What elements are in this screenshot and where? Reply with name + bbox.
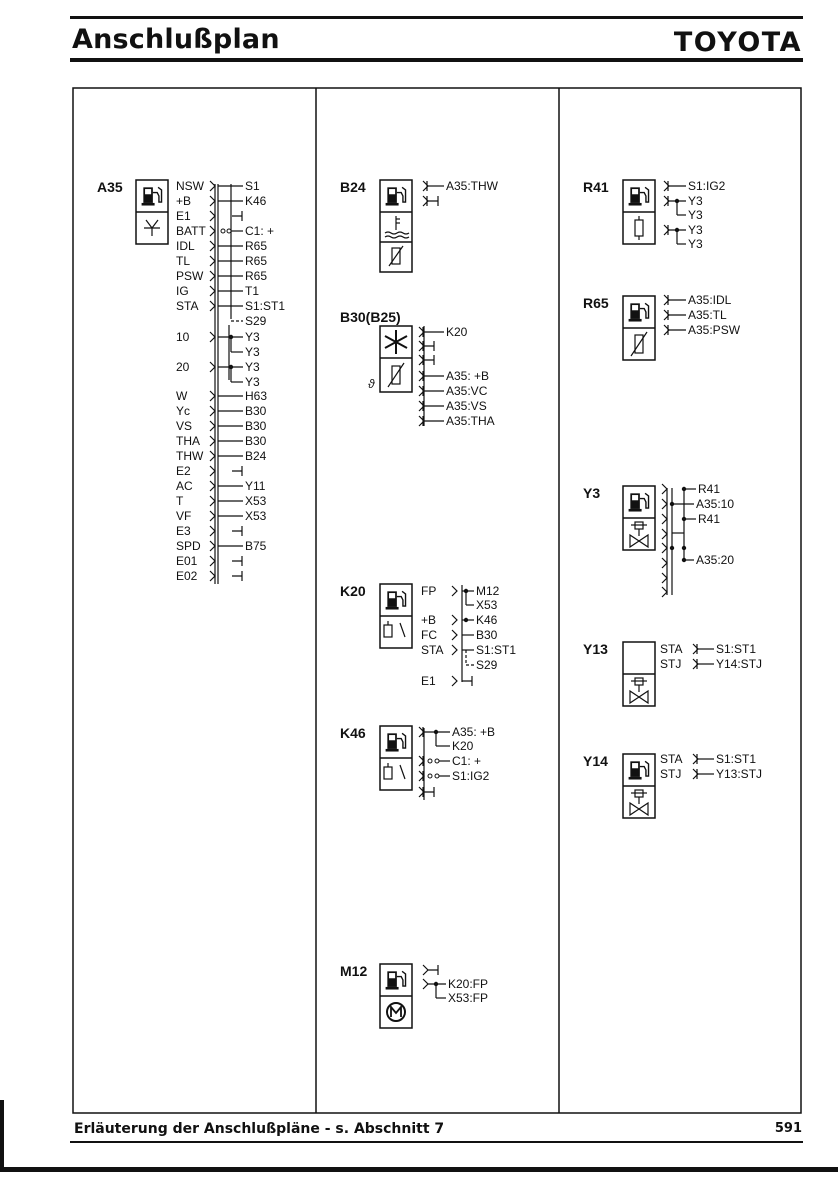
target-label: X53 xyxy=(245,494,267,508)
detachable-terminal xyxy=(428,774,432,778)
connector-symbol xyxy=(662,499,667,509)
connector-symbol xyxy=(210,421,215,431)
ground-terminal xyxy=(232,211,242,221)
target-label: A35:THA xyxy=(446,414,495,428)
connector-symbol xyxy=(419,727,424,737)
connector-symbol xyxy=(452,645,457,655)
connector-symbol xyxy=(419,355,424,365)
detachable-terminal xyxy=(435,759,439,763)
component-a35 xyxy=(97,179,231,584)
pin-label: +B xyxy=(421,613,437,627)
component-r65 xyxy=(583,295,655,360)
connector-symbol xyxy=(664,310,669,320)
target-label: K20:FP xyxy=(448,977,489,991)
connector-symbol xyxy=(664,225,669,235)
pin-label: STJ xyxy=(660,767,682,781)
pin-label: 20 xyxy=(176,360,190,374)
ground-terminal xyxy=(428,196,438,206)
pin-label: 10 xyxy=(176,330,190,344)
connector-symbol xyxy=(423,181,428,191)
target-label: S1:ST1 xyxy=(476,643,517,657)
target-label: Y11 xyxy=(245,479,266,493)
connector-symbol xyxy=(210,301,215,311)
component-r41 xyxy=(583,179,655,244)
target-label: Y3 xyxy=(245,375,260,389)
junction-dot xyxy=(682,546,686,550)
pin-label: STJ xyxy=(660,657,682,671)
pin-label: T xyxy=(176,494,184,508)
pin-label: STA xyxy=(176,299,199,313)
target-label: A35:TL xyxy=(688,308,727,322)
connector-layer xyxy=(176,179,762,1005)
pin-label: E1 xyxy=(421,674,436,688)
connector-symbol xyxy=(664,295,669,305)
detachable-terminal xyxy=(435,774,439,778)
ground-terminal xyxy=(462,676,472,686)
component-code: Y13 xyxy=(583,641,608,657)
connector-symbol xyxy=(693,769,698,779)
target-label: B30 xyxy=(245,419,267,433)
target-label: Y3 xyxy=(245,330,260,344)
connector-symbol xyxy=(419,416,424,426)
component-code: R41 xyxy=(583,179,609,195)
connector-symbol xyxy=(210,496,215,506)
pin-label: FP xyxy=(421,584,437,598)
target-label: C1: + xyxy=(452,754,482,768)
connector-symbol xyxy=(662,484,667,494)
pin-label: FC xyxy=(421,628,437,642)
target-label: B30 xyxy=(245,434,267,448)
pin-label: SPD xyxy=(176,539,201,553)
pin-label: W xyxy=(176,389,188,403)
target-label: Y14:STJ xyxy=(716,657,763,671)
ground-terminal xyxy=(232,466,242,476)
connector-symbol xyxy=(210,332,215,342)
connector-symbol xyxy=(210,241,215,251)
detachable-terminal xyxy=(428,759,432,763)
connector-symbol xyxy=(693,754,698,764)
connector-symbol xyxy=(452,586,457,596)
target-label: R65 xyxy=(245,269,268,283)
page-number: 591 xyxy=(774,1121,802,1136)
connector-symbol xyxy=(662,558,667,568)
connector-symbol xyxy=(662,514,667,524)
connector-symbol xyxy=(423,196,428,206)
component-b30 xyxy=(340,309,424,426)
connector-symbol xyxy=(210,286,215,296)
pin-label: Yc xyxy=(176,404,191,418)
ground-terminal xyxy=(232,556,242,566)
connector-symbol xyxy=(419,771,424,781)
connector-symbol xyxy=(419,401,424,411)
component-code: M12 xyxy=(340,963,368,979)
footer-text: Erläuterung der Anschlußpläne - s. Abschnitt 7 xyxy=(74,1121,445,1137)
connector-symbol xyxy=(210,256,215,266)
target-label: A35:VS xyxy=(446,399,487,413)
ground-terminal xyxy=(424,341,434,351)
brand-label: TOYOTA xyxy=(673,27,802,58)
pin-label: IG xyxy=(176,284,189,298)
component-code: B30(B25) xyxy=(340,309,401,325)
component-code: Y3 xyxy=(583,485,601,501)
connector-symbol xyxy=(419,386,424,396)
connector-symbol xyxy=(662,573,667,583)
target-label: B75 xyxy=(245,539,267,553)
ground-terminal xyxy=(232,526,242,536)
connector-symbol xyxy=(210,271,215,281)
target-label: S29 xyxy=(476,658,498,672)
component-b24 xyxy=(340,179,412,272)
target-label: A35:PSW xyxy=(688,323,741,337)
component-code: R65 xyxy=(583,295,609,311)
target-label: S1:IG2 xyxy=(452,769,490,783)
connector-symbol xyxy=(210,226,215,236)
target-label: T1 xyxy=(245,284,260,298)
target-label: B24 xyxy=(245,449,267,463)
connector-symbol xyxy=(693,644,698,654)
pin-label: AC xyxy=(176,479,193,493)
component-y14 xyxy=(583,753,655,818)
target-label: R41 xyxy=(698,512,721,526)
connector-symbol xyxy=(419,756,424,766)
junction-dot xyxy=(670,546,674,550)
connector-symbol xyxy=(423,965,428,975)
pin-label: VS xyxy=(176,419,193,433)
component-k20 xyxy=(340,583,462,682)
connector-symbol xyxy=(210,362,215,372)
page-title: Anschlußplan xyxy=(72,24,280,55)
pin-label: E1 xyxy=(176,209,191,223)
component-code: B24 xyxy=(340,179,366,195)
pin-label: E02 xyxy=(176,569,198,583)
connector-symbol xyxy=(419,341,424,351)
target-label: X53 xyxy=(476,598,498,612)
target-label: M12 xyxy=(476,584,500,598)
connector-symbol xyxy=(210,211,215,221)
pin-label: TL xyxy=(176,254,191,268)
connector-symbol xyxy=(210,196,215,206)
component-code: A35 xyxy=(97,179,123,195)
target-label: A35:THW xyxy=(446,179,499,193)
connector-symbol xyxy=(210,181,215,191)
connector-symbol xyxy=(419,787,424,797)
target-label: A35: +B xyxy=(446,369,490,383)
ground-terminal xyxy=(428,965,438,975)
connector-symbol xyxy=(210,466,215,476)
target-label: K46 xyxy=(245,194,267,208)
target-label: Y3 xyxy=(245,345,260,359)
ground-terminal xyxy=(232,571,242,581)
connector-symbol xyxy=(210,451,215,461)
target-label: Y3 xyxy=(688,208,703,222)
pin-label: STA xyxy=(421,643,444,657)
connector-symbol xyxy=(210,526,215,536)
component-y13 xyxy=(583,641,655,706)
detachable-terminal xyxy=(221,229,225,233)
connector-symbol xyxy=(452,630,457,640)
target-label: X53 xyxy=(245,509,267,523)
pin-label: STA xyxy=(660,752,683,766)
connector-symbol xyxy=(210,511,215,521)
target-label: S1:ST1 xyxy=(245,299,286,313)
target-label: B30 xyxy=(245,404,267,418)
connector-symbol xyxy=(693,659,698,669)
target-label: B30 xyxy=(476,628,498,642)
target-label: H63 xyxy=(245,389,268,403)
component-code: K46 xyxy=(340,725,366,741)
connector-symbol xyxy=(210,571,215,581)
connector-symbol xyxy=(452,615,457,625)
target-label: K20 xyxy=(446,325,468,339)
connector-symbol xyxy=(210,541,215,551)
component-m12 xyxy=(340,963,412,1028)
connector-symbol xyxy=(662,543,667,553)
target-label: A35:VC xyxy=(446,384,488,398)
connector-symbol xyxy=(662,587,667,597)
connector-symbol xyxy=(664,196,669,206)
target-label: R65 xyxy=(245,239,268,253)
component-code: K20 xyxy=(340,583,366,599)
connector-symbol xyxy=(210,391,215,401)
target-label: R41 xyxy=(698,482,721,496)
pin-label: BATT xyxy=(176,224,206,238)
pin-label: NSW xyxy=(176,179,204,193)
connector-symbol xyxy=(210,481,215,491)
pin-label: IDL xyxy=(176,239,195,253)
component-k46 xyxy=(340,725,424,800)
target-label: R65 xyxy=(245,254,268,268)
connector-symbol xyxy=(210,556,215,566)
target-label: Y3 xyxy=(688,223,703,237)
target-label: A35:20 xyxy=(696,553,735,567)
pin-label: STA xyxy=(660,642,683,656)
target-label: Y3 xyxy=(245,360,260,374)
target-label: Y13:STJ xyxy=(716,767,763,781)
target-label: Y3 xyxy=(688,237,703,251)
component-code: Y14 xyxy=(583,753,608,769)
target-label: K20 xyxy=(452,739,474,753)
pin-label: THA xyxy=(176,434,200,448)
connector-symbol xyxy=(419,371,424,381)
connector-symbol xyxy=(452,676,457,686)
connector-symbol xyxy=(419,327,424,337)
target-label: A35:10 xyxy=(696,497,735,511)
pin-label: E01 xyxy=(176,554,198,568)
target-label: S1:ST1 xyxy=(716,642,757,656)
connector-symbol xyxy=(210,436,215,446)
detachable-terminal xyxy=(227,229,231,233)
pin-label: E3 xyxy=(176,524,191,538)
target-label: S1:ST1 xyxy=(716,752,757,766)
pin-label: PSW xyxy=(176,269,204,283)
component-y3 xyxy=(583,485,684,595)
target-label: X53:FP xyxy=(448,991,489,1005)
connector-symbol xyxy=(664,181,669,191)
pin-label: E2 xyxy=(176,464,191,478)
target-label: A35: +B xyxy=(452,725,496,739)
theta-label: ϑ xyxy=(368,377,375,391)
target-label: S1 xyxy=(245,179,260,193)
target-label: K46 xyxy=(476,613,498,627)
pin-label: VF xyxy=(176,509,192,523)
connector-symbol xyxy=(662,529,667,539)
pin-label: THW xyxy=(176,449,204,463)
ground-terminal xyxy=(424,355,434,365)
target-label: C1: + xyxy=(245,224,275,238)
target-label: A35:IDL xyxy=(688,293,732,307)
target-label: S1:IG2 xyxy=(688,179,726,193)
connector-symbol xyxy=(423,979,428,989)
connector-symbol xyxy=(664,325,669,335)
ground-terminal xyxy=(424,787,434,797)
connector-symbol xyxy=(210,406,215,416)
pin-label: +B xyxy=(176,194,192,208)
target-label: Y3 xyxy=(688,194,703,208)
target-label: S29 xyxy=(245,314,267,328)
